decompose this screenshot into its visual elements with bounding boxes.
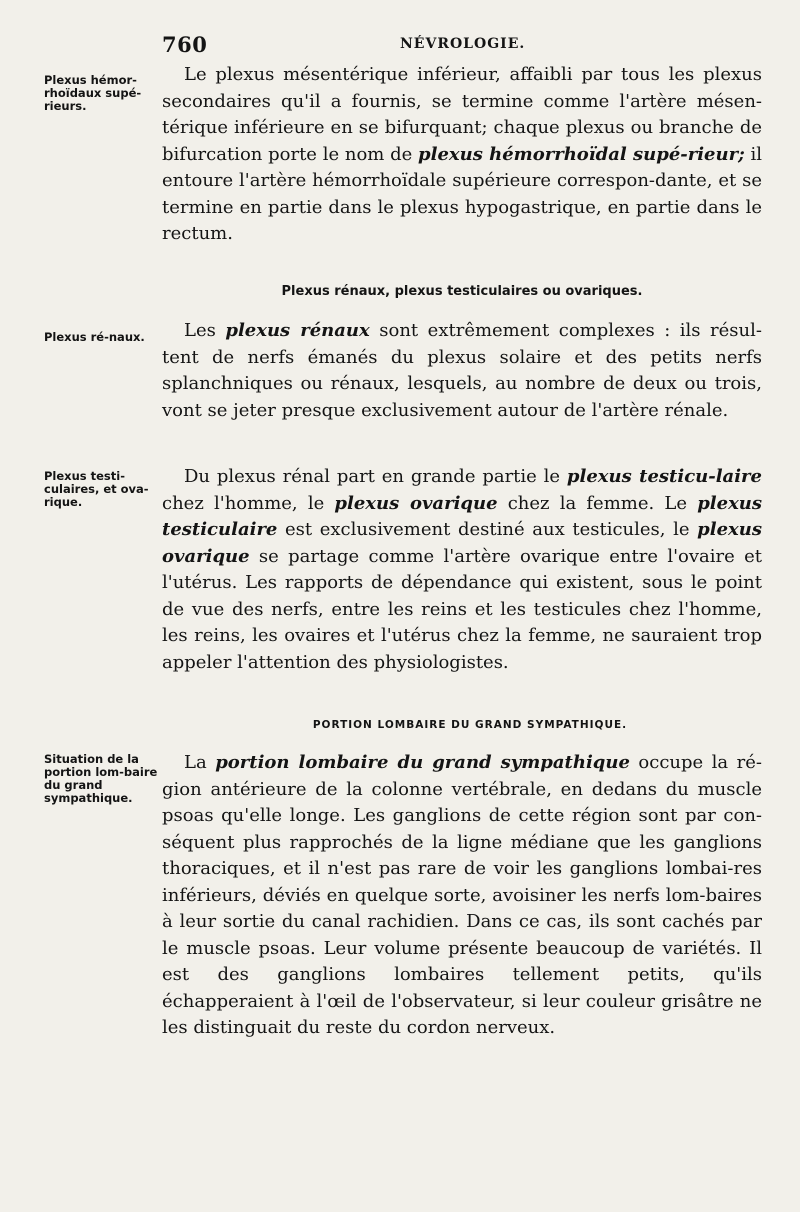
emphasis-term: plexus hémorrhoïdal supé-rieur; — [418, 143, 745, 165]
emphasis-term: plexus ovarique — [162, 519, 762, 567]
section-heading-lumbar: PORTION LOMBAIRE DU GRAND SYMPATHIQUE. — [312, 719, 628, 731]
paragraph-text: La — [184, 752, 216, 773]
emphasis-term: plexus testiculaire — [162, 492, 763, 540]
page-header — [0, 28, 800, 58]
paragraph-text: occupe la ré-gion antérieure de la colonne vertébrale, en dedans du muscle psoas qu'elle longe. Les ganglions de cette région sont par con-séquent plus rapprochés de la ligne médiane que les ganglions thoraciques, et il n'est pas rare de voir les ganglions lombai-res inférieurs, déviés en quelque sorte, avoisiner les nerfs lom-baires à leur sortie du canal rachidien. Dans ce cas, ils sont cachés par le muscle psoas. Leur volume présente beaucoup de variétés. Il est des ganglions lombaires tellement petits, qu'ils échapperaient à l'œil de l'observateur, si leur couleur grisâtre ne les distinguait du reste du cordon nerveux. — [162, 752, 763, 1038]
paragraph-text: il entoure l'artère hémorrhoïdale supérieure correspon-dante, et se termine en partie dans le plexus hypogastrique, en partie dans le rectum. — [162, 143, 762, 244]
margin-note-renal: Plexus ré-naux. — [44, 330, 145, 344]
emphasis-term: portion lombaire du grand sympathique — [215, 752, 630, 773]
running-title: NÉVROLOGIE. — [400, 36, 526, 52]
paragraph-text: Du plexus rénal part en grande partie le — [184, 466, 567, 487]
paragraph-text: chez l'homme, le — [162, 492, 335, 514]
page-number: 760 — [162, 32, 208, 57]
paragraph-text: sont extrêmement complexes : ils résul-tent de nerfs émanés du plexus solaire et des petits nerfs splanchniques ou rénaux, lesquels, au nombre de deux ou trois, vont se jeter presque exclusivement autour de l'artère rénale. — [162, 320, 762, 421]
emphasis-term: plexus ovarique — [334, 492, 498, 514]
emphasis-term: plexus testicu-laire — [566, 466, 762, 487]
paragraph-hemorrhoidal-plexus — [162, 62, 762, 248]
paragraph-lumbar-sympathetic — [162, 750, 762, 1042]
section-heading-renal: Plexus rénaux, plexus testiculaires ou ovariques. — [281, 284, 643, 299]
paragraph-text: Le plexus mésentérique inférieur, affaibli par tous les plexus secondaires qu'il a fournis, se termine comme l'artère mésen-térique inférieure en se bifurquant; chaque plexus ou branche de bifurcation porte le nom de — [162, 64, 762, 165]
paragraph-text: chez la femme. Le — [497, 492, 698, 514]
margin-note-lumbar: Situation de la portion lom-baire du grand sympathique. — [44, 752, 158, 805]
paragraph-text: Les — [184, 320, 226, 341]
paragraph-text: est exclusivement destiné aux testicules, le — [277, 519, 698, 540]
emphasis-term: plexus rénaux — [225, 320, 370, 341]
paragraph-text: se partage comme l'artère ovarique entre l'ovaire et l'utérus. Les rapports de dépendance qui existent, sous le point de vue des nerfs, entre les reins et les testicules chez l'homme, les reins, les ovaires et l'utérus chez la femme, ne sauraient trop appeler l'attention des physiologistes. — [162, 545, 762, 673]
paragraph-testicular-plexus — [162, 464, 762, 676]
margin-note-hemorrhoidal: Plexus hémor-rhoïdaux supé-rieurs. — [44, 73, 142, 113]
margin-note-testicular: Plexus testi-culaires, et ova-rique. — [44, 469, 149, 509]
paragraph-renal-plexus — [162, 318, 762, 424]
